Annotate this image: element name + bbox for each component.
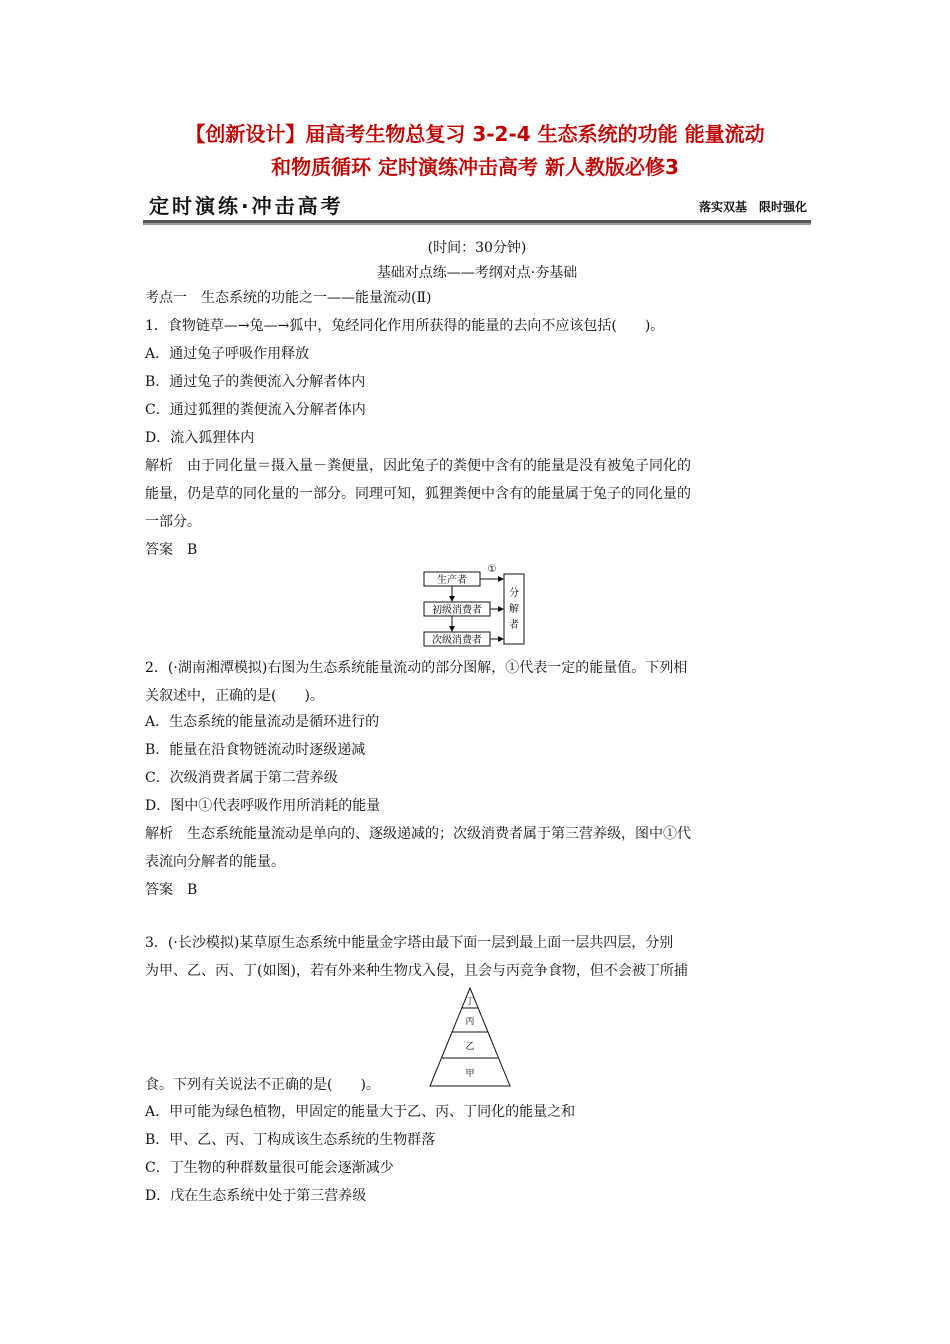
banner-subtitle: 落实双基 限时强化 [698, 200, 807, 214]
q2-option-c: C．次级消费者属于第二营养级 [145, 770, 338, 786]
banner-title: 定时演练·冲击高考 [149, 194, 344, 218]
q1-analysis-line2: 能量，仍是草的同化量的一部分。同理可知，狐狸粪便中含有的能量属于兔子的同化量的 [145, 486, 691, 502]
time-limit: (时间：30分钟) [427, 240, 527, 256]
document-title-line1: 【创新设计】届高考生物总复习 3-2-4 生态系统的功能 能量流动 [185, 122, 765, 146]
q1-stem: 1．食物链草—→兔—→狐中，兔经同化作用所获得的能量的去向不应该包括( )。 [145, 318, 665, 334]
q1-option-b: B．通过兔子的粪便流入分解者体内 [145, 374, 366, 390]
q1-option-a: A．通过兔子呼吸作用释放 [145, 346, 310, 362]
decomposer-char-1: 分 [509, 588, 519, 599]
q2-answer: 答案 B [145, 882, 198, 898]
pyramid-level-ding: 丁 [465, 997, 475, 1007]
q2-option-b: B．能量在沿食物链流动时逐级递减 [145, 742, 366, 758]
q2-stem-line1: 2．(·湖南湘潭模拟)右图为生态系统能量流动的部分图解，①代表一定的能量值。下列相 [145, 660, 688, 676]
section-heading: 基础对点练——考纲对点·夯基础 [376, 265, 578, 281]
pyramid-level-yi: 乙 [465, 1042, 475, 1052]
primary-consumer-label: 初级消费者 [432, 605, 482, 616]
marker-label: ① [487, 564, 497, 575]
q3-option-d: D．戊在生态系统中处于第三营养级 [145, 1188, 367, 1204]
q3-option-b: B．甲、乙、丙、丁构成该生态系统的生物群落 [145, 1132, 436, 1148]
q1-option-c: C．通过狐狸的粪便流入分解者体内 [145, 402, 366, 418]
q2-option-d: D．图中①代表呼吸作用所消耗的能量 [145, 798, 381, 814]
pyramid-level-bing: 丙 [465, 1017, 475, 1027]
q2-analysis-line2: 表流向分解者的能量。 [145, 854, 285, 870]
q2-stem-line2: 关叙述中，正确的是( )。 [145, 688, 324, 704]
q1-option-d: D．流入狐狸体内 [145, 430, 255, 446]
secondary-consumer-label: 次级消费者 [432, 635, 482, 646]
pyramid-level-jia: 甲 [465, 1069, 475, 1079]
decomposer-char-2: 解 [509, 604, 519, 615]
producer-label: 生产者 [437, 575, 467, 586]
topic-heading: 考点一 生态系统的功能之一——能量流动(Ⅱ) [145, 290, 432, 306]
decomposer-char-3: 者 [509, 620, 519, 631]
section-banner [143, 190, 811, 226]
q1-analysis-line3: 一部分。 [145, 514, 201, 530]
q3-stem-line1: 3．(·长沙模拟)某草原生态系统中能量金字塔由最下面一层到最上面一层共四层，分别 [145, 935, 674, 951]
document-title-line2: 和物质循环 定时演练冲击高考 新人教版必修3 [271, 155, 679, 179]
q2-option-a: A．生态系统的能量流动是循环进行的 [145, 714, 380, 730]
q1-answer: 答案 B [145, 542, 198, 558]
q3-stem-line2: 为甲、乙、丙、丁(如图)，若有外来种生物戊入侵，且会与丙竞争食物，但不会被丁所捕 [145, 963, 688, 979]
energy-flow-diagram [420, 562, 530, 648]
q3-option-a: A．甲可能为绿色植物，甲固定的能量大于乙、丙、丁同化的能量之和 [145, 1104, 576, 1120]
q3-stem-line3: 食。下列有关说法不正确的是( )。 [145, 1077, 380, 1093]
q3-option-c: C．丁生物的种群数量很可能会逐渐减少 [145, 1160, 394, 1176]
q2-analysis-line1: 解析 生态系统能量流动是单向的、逐级递减的；次级消费者属于第三营养级，图中①代 [145, 826, 691, 842]
q1-analysis-line1: 解析 由于同化量＝摄入量－粪便量，因此兔子的粪便中含有的能量是没有被兔子同化的 [145, 458, 691, 474]
